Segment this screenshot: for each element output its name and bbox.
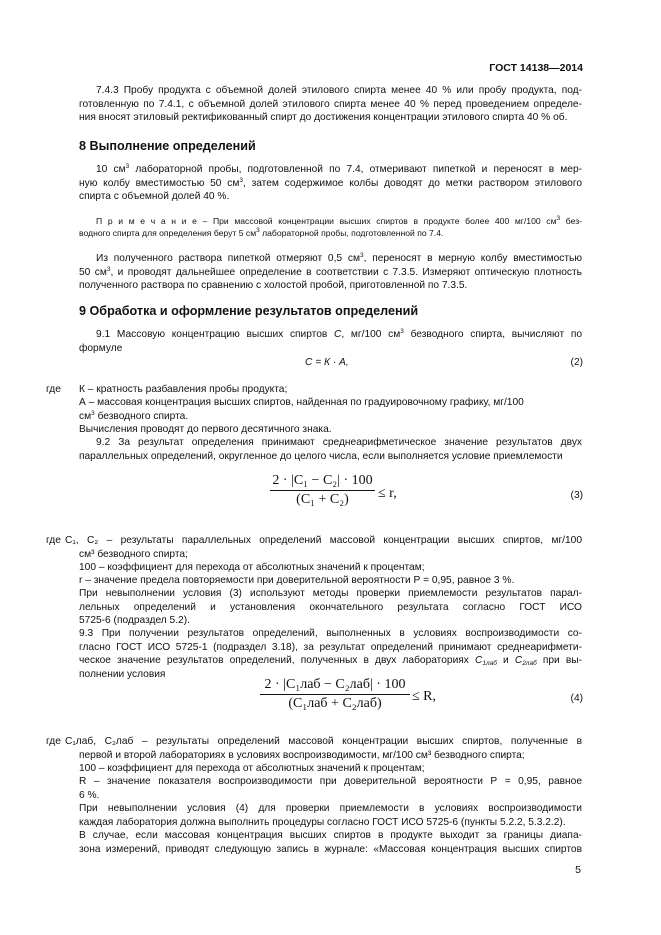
paragraph-out-of-range: В случае, если массовая концентрация высших спиртов в продукте выходит за границы диапа- зона измерений, приводят следующую запись в журнале: «Массовая концентрация высших спиртов — [79, 830, 582, 855]
paragraph-9-2: 9.2 За результат определения принимают среднеарифметическое значение результатов двух параллельных определений, округленное до целого числа, если выполняется условие приемлемости — [79, 437, 582, 462]
section-8-paragraph-2: Из полученного раствора пипеткой отмеряют 0,5 $см^3$, переносят в мерную колбу вместимостью 50 $см^3$, и проводят дальнейшее определение в соответствии с 7.3.5. Измеряют оптическую плотность полученного раствора по сравнению с холостой пробой, приготовленной по 7.3.5. — [79, 252, 582, 292]
calculation-note: Вычисления проводят до первого десятичного знака. — [79, 424, 332, 435]
definition-K: К – кратность разбавления пробы продукта; — [79, 384, 288, 395]
equation-2: С = К · А, — [305, 357, 349, 368]
where-label-3: где — [46, 736, 61, 747]
equation-2-number: (2) — [570, 357, 583, 368]
equation-4-rhs: ≤ R, — [412, 689, 437, 704]
document-header: ГОСТ 14138—2014 — [489, 62, 583, 74]
definition-C-lab: С₁лаб, С₂лаб – результаты определений массовой концентрации высших спиртов, полученные в первой и второй лабораториях в условиях воспроизводимости, мг/100 см³ безводного спирта; — [65, 736, 582, 761]
section-8-note: П р и м е ч а н и е – При массовой концентрации высших спиртов в продукте более 400 мг/100 $см^3$ без- водного спирта для определения берут 5 $см^3$ лабораторной пробы, подготовленной по 7.4. — [79, 215, 582, 238]
page-number: 5 — [575, 864, 581, 876]
section-8-paragraph-1: 10 $см^3$ лабораторной пробы, подготовленной по 7.4, отмеривают пипеткой и переносят в мер- ную колбу вместимостью 50 $см^3$, затем содержимое колбы доводят до метки раствором этилового спирта с объемной долей 40 %. — [79, 163, 582, 203]
where-label: где — [46, 384, 61, 395]
equation-4-fraction: 2 · |C₁лаб − C₂лаб| · 100 (C₁лаб + C₂лаб) — [260, 678, 410, 710]
equation-3-number: (3) — [570, 490, 583, 501]
definition-100-b: 100 – коэффициент для перехода от абсолютных значений к процентам; — [79, 763, 425, 774]
section-9-title: 9 Обработка и оформление результатов определений — [79, 304, 419, 318]
paragraph-condition-4: При невыполнении условия (4) для проверки приемлемости в условиях воспроизводимости каждая лаборатория должна выполнить процедуры согласно ГОСТ ИСО 5725-6 (пункты 5.2.2, 5.3.2.2). — [79, 803, 582, 828]
definition-A: А – массовая концентрация высших спиртов, найденная по градуировочному графику, мг/100 $см^3$ безводного спирта. — [79, 397, 524, 422]
equation-4-number: (4) — [570, 693, 583, 704]
paragraph-condition-3: При невыполнении условия (3) используют методы проверки приемлемости результатов парал- лельных определений и установления окончательного результата согласно ГОСТ ИСО 5725-6 (подраздел 5.2). — [79, 588, 582, 627]
where-label-2: где — [46, 535, 61, 546]
paragraph-7-4-3: 7.4.3 Пробу продукта с объемной долей этилового спирта менее 40 % или пробу продукта, под- готовленную по 7.4.1, с объемной долей этилового спирта менее 40 % перед проведением определе- ния вносят этиловый ректификованный спирт до достижения концентрации этилового спирта 40 % об. — [79, 85, 582, 124]
paragraph-9-1: 9.1 Массовую концентрацию высших спиртов С, мг/100 $см^3$ безводного спирта, вычисляют по формуле — [79, 328, 582, 354]
paragraph-9-3: 9.3 При получении результатов определений, выполненных в условиях воспроизводимости со- гласно ГОСТ ИСО 5725-1 (подраздел 3.18), за результат определений принимают среднеарифмети- ческое значение результатов определений, полученных в двух лабораториях $C_{1лаб}$ и $C_{2лаб}$ при вы- полнении условия — [79, 628, 582, 680]
definition-100: 100 – коэффициент для перехода от абсолютных значений к процентам; — [79, 562, 425, 573]
equation-3-fraction: 2 · |C₁ − C₂| · 100 (C₁ + C₂) — [270, 474, 375, 506]
definition-R: R – значение показателя воспроизводимости при доверительной вероятности Р = 0,95, равное 6 %. — [79, 776, 582, 801]
section-8-title: 8 Выполнение определений — [79, 139, 256, 153]
definition-C1-C2: С₁, С₂ – результаты параллельных определений массовой концентрации высших спиртов, мг/100 см³ безводного спирта; — [65, 535, 582, 560]
equation-3-rhs: ≤ r, — [378, 486, 397, 501]
definition-r: r – значение предела повторяемости при доверительной вероятности Р = 0,95, равное 3 %. — [79, 575, 515, 586]
